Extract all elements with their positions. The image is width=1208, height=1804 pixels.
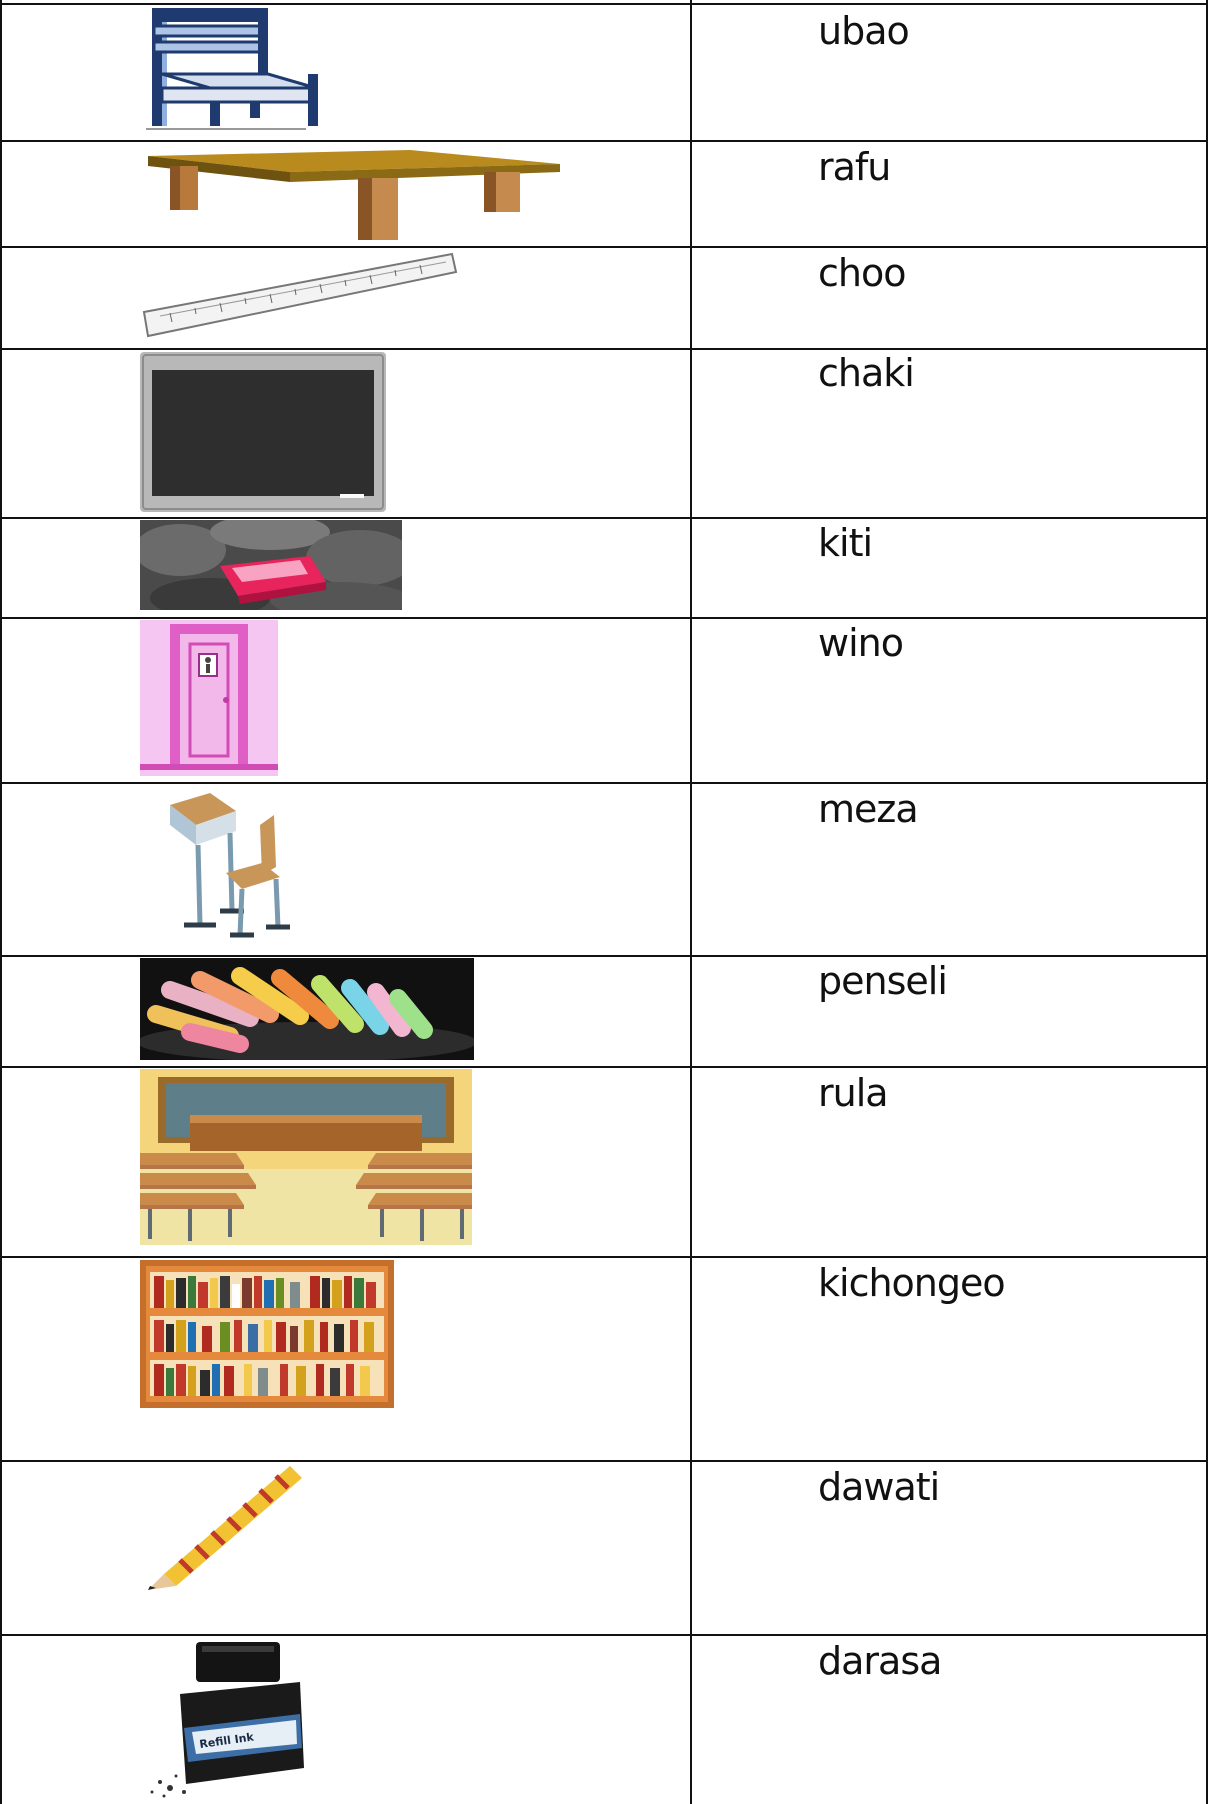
row-divider: [0, 617, 1208, 619]
row-divider: [0, 3, 1208, 5]
table-icon: [140, 142, 568, 242]
word-2: rafu: [818, 145, 891, 189]
word-8: penseli: [818, 959, 947, 1003]
word-3: choo: [818, 251, 906, 295]
chalkboard-icon: [140, 352, 386, 512]
row-divider: [0, 955, 1208, 957]
table-middle-border: [690, 0, 692, 1804]
row-divider: [0, 348, 1208, 350]
row-divider: [0, 246, 1208, 248]
word-6: wino: [818, 621, 903, 665]
chalk-sticks-icon: [140, 958, 474, 1060]
word-7: meza: [818, 787, 918, 831]
ink-bottle-icon: [140, 1636, 320, 1800]
table-left-border: [0, 0, 2, 1804]
word-1: ubao: [818, 9, 909, 53]
pencil-icon: [140, 1462, 310, 1592]
word-9: rula: [818, 1071, 888, 1115]
word-10: kichongeo: [818, 1261, 1005, 1305]
chair-icon: [140, 8, 340, 136]
ink-bottle-label: Refill Ink: [198, 1730, 255, 1751]
word-11: dawati: [818, 1465, 940, 1509]
word-12: darasa: [818, 1639, 942, 1683]
row-divider: [0, 1256, 1208, 1258]
ruler-icon: [140, 250, 460, 344]
sharpener-icon: [140, 520, 402, 610]
desk-and-chair-icon: [140, 785, 314, 951]
toilet-door-icon: [140, 620, 278, 776]
row-divider: [0, 782, 1208, 784]
bookshelf-icon: [140, 1260, 394, 1408]
word-5: kiti: [818, 521, 873, 565]
row-divider: [0, 1066, 1208, 1068]
word-4: chaki: [818, 351, 914, 395]
classroom-icon: [140, 1069, 472, 1245]
row-divider: [0, 517, 1208, 519]
